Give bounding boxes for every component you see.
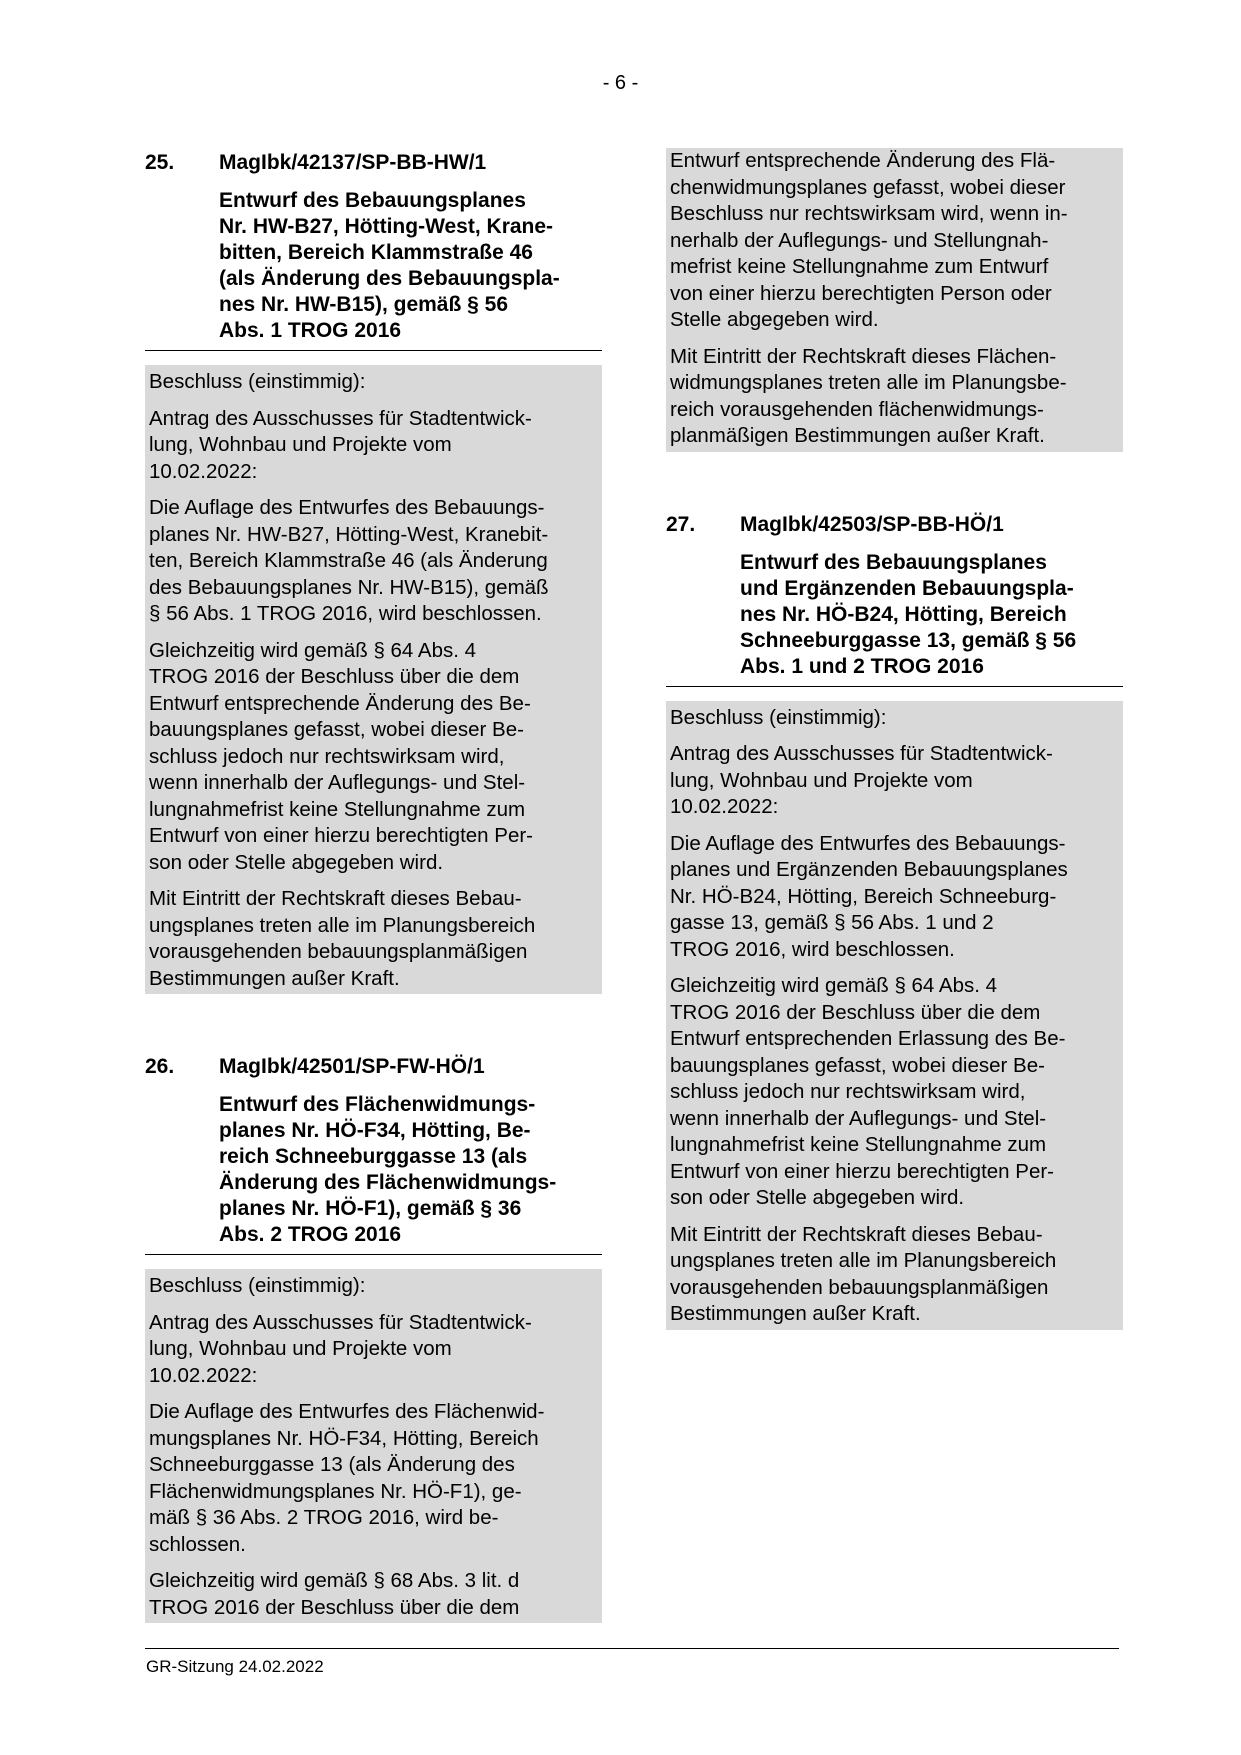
item-code: MagIbk/42501/SP-FW-HÖ/1 bbox=[219, 1055, 485, 1078]
divider bbox=[666, 686, 1123, 687]
resolution-paragraph: Entwurf entsprechende Änderung des Flä- chenwidmungsplanes gefasst, wobei dieser Beschluss nur rechtswirksam wird, wenn in- nerhalb der Auflegungs- und Stellungnah- mefrist keine Stellungnahme zum Entwurf von einer hierzu berechtigten Person oder Stelle abgegeben wird. bbox=[670, 149, 1068, 331]
resolution-block bbox=[666, 701, 1123, 1330]
resolution-paragraph: Mit Eintritt der Rechtskraft dieses Bebau- ungsplanes treten alle im Planungsbereich vorausgehenden bebauungsplanmäßigen Bestimmungen außer Kraft. bbox=[149, 887, 536, 990]
resolution-paragraph: Mit Eintritt der Rechtskraft dieses Flächen- widmungsplanes treten alle im Planungsbe- reich vorausgehenden flächenwidmungs- planmäßigen Bestimmungen außer Kraft. bbox=[670, 344, 1067, 447]
agenda-item-26 bbox=[145, 1054, 602, 1623]
item-subject: Entwurf des Bebauungsplanes und Ergänzenden Bebauungspla- nes Nr. HÖ-B24, Hötting, Bereich Schneeburggasse 13, gemäß § 56 Abs. 1 und 2 TROG 2016 bbox=[740, 550, 1077, 678]
agenda-item-27 bbox=[666, 512, 1123, 1330]
resolution-paragraph: Mit Eintritt der Rechtskraft dieses Bebau- ungsplanes treten alle im Planungsbereich vorausgehenden bebauungsplanmäßigen Bestimmungen außer Kraft. bbox=[670, 1222, 1057, 1325]
resolution-paragraph: Gleichzeitig wird gemäß § 64 Abs. 4 TROG 2016 der Beschluss über die dem Entwurf entsprechenden Erlassung des Be- bauungsplanes gefasst, wobei dieser Be- schluss jedoch nur rechtswirksam wird, wenn innerhalb der Auflegungs- und Stel- lungnahmefrist keine Stellungnahme zum Entwurf von einer hierzu berechtigten Per- son oder Stelle abgegeben wird. bbox=[670, 974, 1066, 1209]
item-code: MagIbk/42503/SP-BB-HÖ/1 bbox=[740, 512, 1004, 536]
agenda-item-25 bbox=[145, 150, 602, 994]
resolution-block bbox=[145, 365, 602, 994]
footer-divider bbox=[145, 1648, 1119, 1649]
divider bbox=[145, 1254, 602, 1255]
resolution-continuation bbox=[666, 148, 1123, 452]
resolution-paragraph: Die Auflage des Entwurfes des Bebauungs- planes Nr. HW-B27, Hötting-West, Kranebit- ten, Bereich Klammstraße 46 (als Änderung des Bebauungsplanes Nr. HW-B15), gemäß § 56 Abs. 1 TROG 2016, wird beschlossen. bbox=[149, 496, 549, 625]
right-column bbox=[666, 148, 1123, 1330]
page-number: - 6 - bbox=[602, 72, 639, 94]
item-number: 27. bbox=[666, 512, 696, 536]
item-code: MagIbk/42137/SP-BB-HW/1 bbox=[219, 151, 487, 174]
item-subject: Entwurf des Bebauungsplanes Nr. HW-B27, Hötting-West, Krane- bitten, Bereich Klammstraße 46 (als Änderung des Bebauungspla- nes Nr. HW-B15), gemäß § 56 Abs. 1 TROG 2016 bbox=[219, 189, 560, 342]
divider bbox=[145, 350, 602, 351]
resolution-paragraph: Die Auflage des Entwurfes des Flächenwid- mungsplanes Nr. HÖ-F34, Hötting, Bereich Schneeburggasse 13 (als Änderung des Flächenwidmungsplanes Nr. HÖ-F1), ge- mäß § 36 Abs. 2 TROG 2016, wird be- schlossen. bbox=[149, 1400, 545, 1556]
motion-text: Antrag des Ausschusses für Stadtentwick- lung, Wohnbau und Projekte vom 10.02.2022: bbox=[149, 406, 532, 483]
resolution-paragraph: Die Auflage des Entwurfes des Bebauungs- planes und Ergänzenden Bebauungsplanes Nr. HÖ-B24, Hötting, Bereich Schneeburg- gasse 13, gemäß § 56 Abs. 1 und 2 TROG 2016, wird beschlossen. bbox=[670, 831, 1068, 961]
item-subject: Entwurf des Flächenwidmungs- planes Nr. HÖ-F34, Hötting, Be- reich Schneeburggasse 13 (als Änderung des Flächenwidmungs- planes Nr. HÖ-F1), gemäß § 36 Abs. 2 TROG 2016 bbox=[219, 1093, 557, 1246]
item-header bbox=[145, 150, 602, 176]
resolution-block bbox=[145, 1269, 602, 1623]
item-header bbox=[145, 1054, 602, 1080]
footer-text: GR-Sitzung 24.02.2022 bbox=[146, 1657, 324, 1676]
item-number: 26. bbox=[145, 1055, 175, 1078]
resolution-paragraph: Gleichzeitig wird gemäß § 68 Abs. 3 lit. d TROG 2016 der Beschluss über die dem bbox=[149, 1569, 520, 1619]
resolution-status: Beschluss (einstimmig): bbox=[149, 370, 366, 393]
resolution-paragraph: Gleichzeitig wird gemäß § 64 Abs. 4 TROG 2016 der Beschluss über die dem Entwurf entsprechende Änderung des Be- bauungsplanes gefasst, wobei dieser Be- schluss jedoch nur rechtswirksam wird, wenn innerhalb der Auflegungs- und Stel- lungnahmefrist keine Stellungnahme zum Entwurf von einer hierzu berechtigten Per- son oder Stelle abgegeben wird. bbox=[149, 638, 534, 874]
motion-text: Antrag des Ausschusses für Stadtentwick- lung, Wohnbau und Projekte vom 10.02.2022: bbox=[670, 742, 1053, 818]
resolution-status: Beschluss (einstimmig): bbox=[670, 705, 887, 729]
left-column bbox=[145, 150, 602, 1623]
resolution-status: Beschluss (einstimmig): bbox=[149, 1274, 366, 1297]
item-number: 25. bbox=[145, 151, 175, 174]
motion-text: Antrag des Ausschusses für Stadtentwick- lung, Wohnbau und Projekte vom 10.02.2022: bbox=[149, 1310, 532, 1387]
item-header bbox=[666, 512, 1123, 538]
